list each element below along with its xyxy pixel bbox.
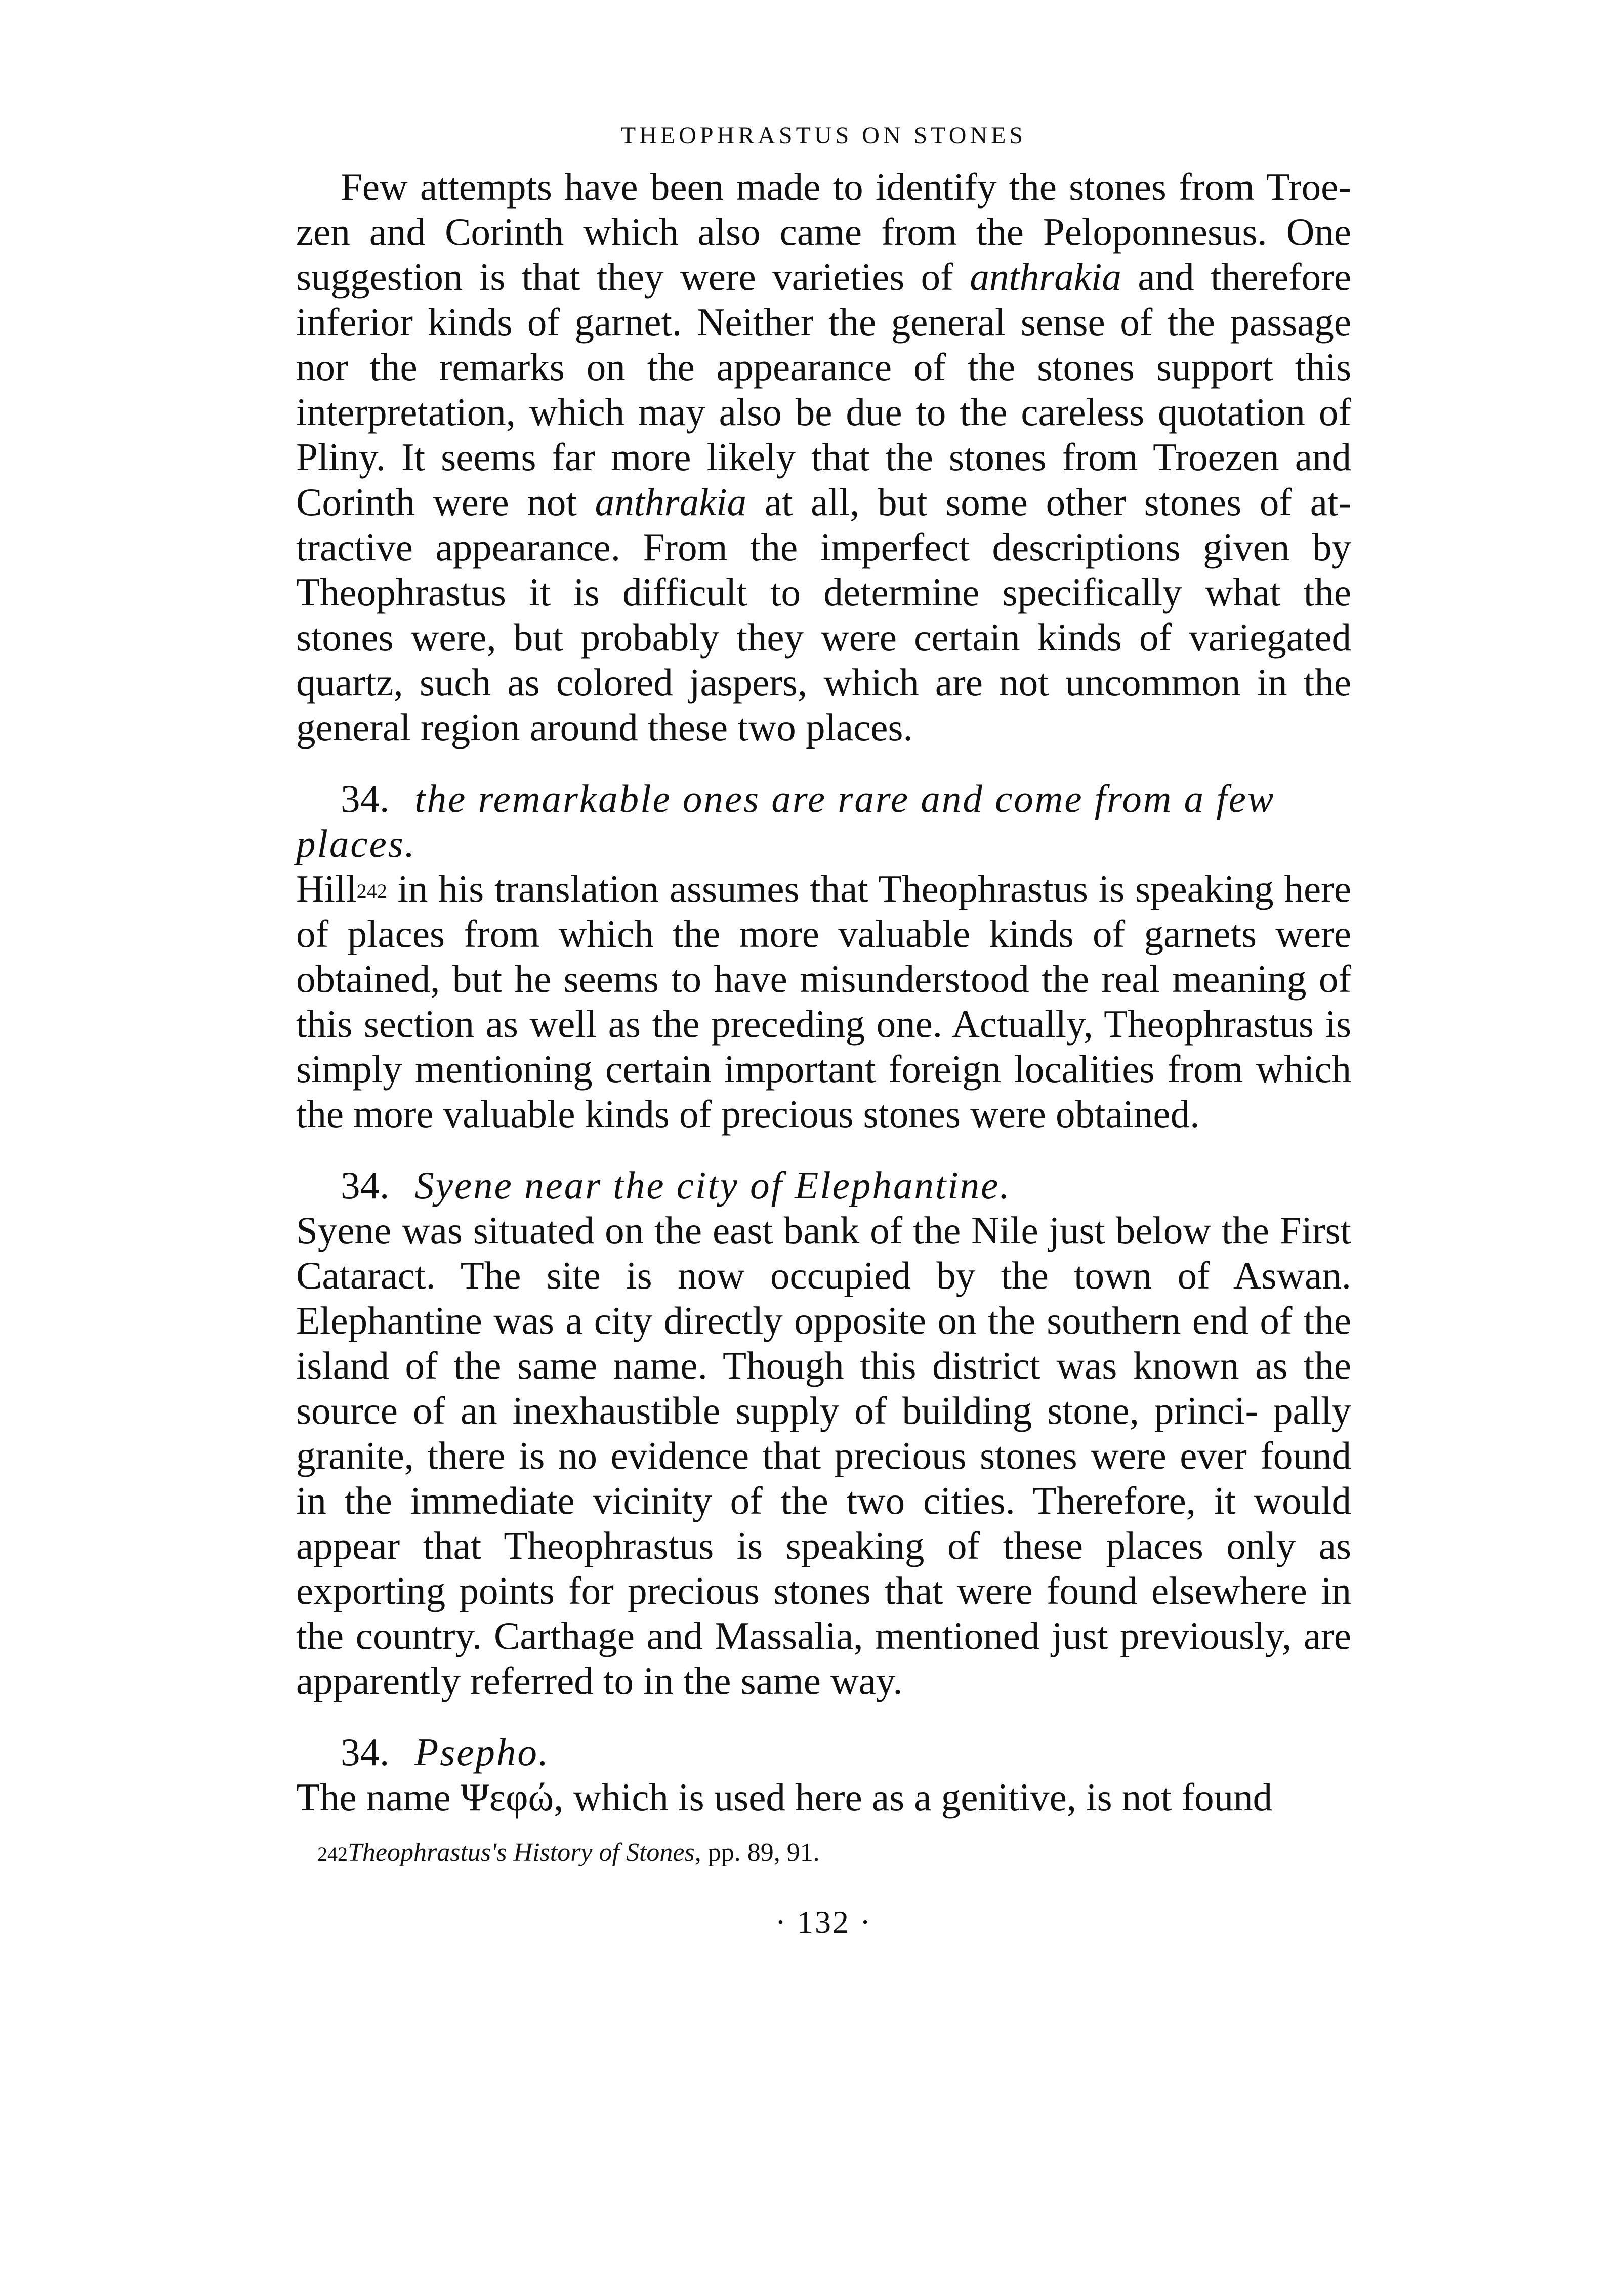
greek-name: Ψεφώ <box>460 1775 554 1819</box>
paragraph-text: in his translation assumes that Theophrastus is speaking here of places from which the more valuable kinds of garnets were obtained, but he seems to have misunderstood the real meaning of this section as well as the preceding one. Actually, Theophrastus is simply mentioning certain important foreign localities from which the more valuable kinds of precious stones were obtained. <box>296 867 1351 1136</box>
paragraph-text: , which is used here as a genitive, is not found <box>554 1775 1273 1819</box>
section-body-remarkable-ones <box>296 866 1351 1137</box>
running-head: THEOPHRASTUS ON STONES <box>620 122 1027 149</box>
section-heading-syene <box>296 1163 1351 1208</box>
section-body-syene: Syene was situated on the east bank of the Nile just below the First Cataract. The site is now occupied by the town of Aswan. Elephantine was a city directly opposite on the southern end of the island of the same name. Though this district was known as the source of an inexhaustible supply of building stone, princi- pally granite, there is no evidence that precious stones were ever found in the immediate vicinity of the two cities. Therefore, it would appear that Theophrastus is speaking of these places only as exporting points for precious stones that were found elsewhere in the country. Carthage and Massalia, mentioned just previously, are apparently referred to in the same way. <box>296 1209 1351 1702</box>
paragraph-text: Few attempts have been made to identify the stones from Troe- zen and Corinth which also came from the Peloponnesus. One suggestion is that they were varieties of <box>296 165 1351 299</box>
page-number: · 132 · <box>775 1904 872 1940</box>
paragraph-text: at all, but some other stones of at- tractive appearance. From the imperfect descriptions given by Theophrastus it is difficult to determine specifically what the stones were, but probably they were certain kinds of variegated quartz, such as colored jaspers, which are not uncommon in the general region around these two places. <box>296 480 1352 749</box>
paragraph-troezen-corinth <box>296 164 1351 750</box>
book-page <box>296 121 1351 1941</box>
section-title: Syene near the city of Elephantine. <box>414 1164 1011 1207</box>
footnote-title: Theophrastus's History of Stones <box>348 1838 695 1867</box>
footnote-text: , pp. 89, 91. <box>694 1838 820 1867</box>
italic-term: anthrakia <box>970 255 1121 299</box>
section-number: 34. <box>341 1164 390 1207</box>
paragraph-text: and therefore inferior kinds of garnet. Neither the general sense of the passage nor the remarks on the appearance of the stones support this interpretation, which may also be due to the careless quotation of Pliny. It seems far more likely that the stones from Troezen and Corinth were not <box>296 255 1352 524</box>
section-title: the remarkable ones are rare and come from a few places. <box>296 777 1275 865</box>
paragraph-text: The name <box>296 1775 461 1819</box>
section-number: 34. <box>341 777 390 820</box>
section-body-psepho <box>296 1775 1351 1820</box>
footnote-reference[interactable]: 242 <box>356 880 387 902</box>
footnote <box>296 1837 1351 1870</box>
section-title: Psepho. <box>414 1730 550 1774</box>
author-name: Hill <box>296 867 357 910</box>
section-number: 34. <box>341 1730 390 1774</box>
italic-term: anthrakia <box>595 480 747 524</box>
footnote-number: 242 <box>317 1843 348 1865</box>
section-heading-psepho <box>296 1730 1351 1775</box>
section-heading-remarkable-ones <box>296 776 1351 866</box>
